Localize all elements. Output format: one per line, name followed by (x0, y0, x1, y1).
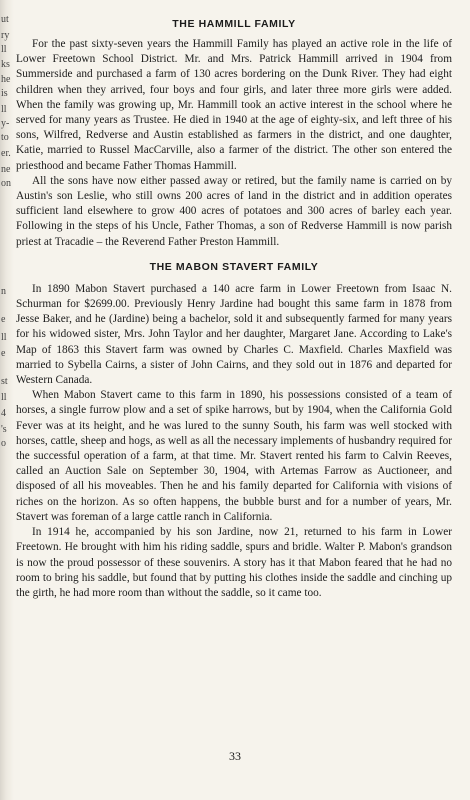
gutter-fragment: y- (1, 118, 10, 129)
gutter-fragment: is (1, 88, 8, 99)
section-heading-hammill: THE HAMMILL FAMILY (172, 18, 296, 30)
gutter-fragment: 's (1, 424, 7, 435)
gutter-fragment: he (1, 74, 11, 85)
gutter-fragment: st (1, 376, 8, 387)
gutter-fragment: ll (1, 44, 7, 55)
section-heading-stavert: THE MABON STAVERT FAMILY (149, 260, 319, 273)
body-paragraph: For the past sixty-seven years the Hammill Family has played an active role in the life of Lower Freetown School District. Mr. and Mrs. Patrick Hammill arrived in 1904 from Summerside and purchased a farm of 130 acres bordering on the Dunk River. They had eight children when they arrived, four boys and four girls, and later three more girls were added. When the family was growing up, Mr. Hammill took an active interest in the school where he served for many years as Trustee. He died in 1940 at the age of eighty-six, and left three of his sons, Wilfred, Redverse and Austin established as farmers in the district, and one daughter, Katie, married to Russel MacCarville, also a farmer of the district. The other son entered the priesthood and became Father Thomas Hammill. (16, 38, 452, 172)
gutter-fragment: e (1, 348, 6, 359)
gutter-fragment: ks (1, 59, 10, 70)
gutter-fragment: e (1, 314, 6, 325)
body-paragraph: All the sons have now either passed away or retired, but the family name is carried on by Austin's son Leslie, who still owns 200 acres of land in the district and in addition operates sufficient land elsewhere to grow 400 acres of potatoes and 300 acres of barley each year. Following in the steps of his Uncle, Father Thomas, a son of Redverse Hammill is now parish priest at Tracadie – the Reverend Father Preston Hammill. (16, 174, 452, 248)
facing-page-gutter (0, 0, 12, 800)
page-content (16, 18, 452, 601)
gutter-fragment: ll (1, 332, 7, 343)
gutter-fragment: ne (1, 164, 11, 175)
gutter-fragment: ll (1, 392, 7, 403)
gutter-fragment: to (1, 132, 9, 143)
gutter-fragment: on (1, 178, 11, 189)
gutter-fragment: o (1, 438, 6, 449)
gutter-fragment: n (1, 286, 6, 297)
body-paragraph: In 1914 he, accompanied by his son Jardine, now 21, returned to his farm in Lower Freetown. He brought with him his riding saddle, spurs and bridle. Walter P. Mabon's grandson is now the proud possessor of these souvenirs. A story has it that Mabon feared that he had no room to bring his saddle, but found that by putting his clothes inside the saddle and cinching up the girth, he had more room than without the saddle, so it came too. (16, 526, 452, 599)
gutter-fragment: er. (1, 148, 11, 159)
gutter-fragment: 4 (1, 408, 6, 419)
page-number: 33 (229, 749, 241, 763)
gutter-fragment: ry (1, 30, 10, 41)
gutter-fragment: ut (1, 14, 9, 25)
body-paragraph: In 1890 Mabon Stavert purchased a 140 acre farm in Lower Freetown from Isaac N. Schurman for $2699.00. Previously Henry Jardine had bought this same farm in 1878 from Jesse Baker, and he (Jardine) being a bachelor, sold it and subsequently farmed for many years for his widowed sister, Mrs. John Taylor and her daughter, Margaret Jane. According to Lake's Map of 1863 this Stavert farm was owned by Charles C. Maxfield. Charles Maxfield was married to Sybella Cairns, a sister of John Cairns, and they sold out in 1876 and departed for Western Canada. (16, 282, 452, 387)
gutter-fragment: ll (1, 104, 7, 115)
body-paragraph: When Mabon Stavert came to this farm in 1890, his possessions consisted of a team of horses, a single furrow plow and a set of spike harrows, but by 1904, when the California Gold Fever was at its height, and he was lured to the sunny South, his farm was well stocked with horses, cattle, sheep and hogs, as well as all the necessary implements of husbandry required for the successful operation of a farm, at that time. Mr. Stavert rented his farm to Calvin Reeves, called an Auction Sale on September 30, 1904, with Artemas Farrow as Auctioneer, and disposed of all his moveables. Then he and his family departed for California with visions of riches on the horizon. As so often happens, the bubble burst and for a number of years, Mr. Stavert was foreman of a large cattle ranch in California. (16, 389, 452, 523)
